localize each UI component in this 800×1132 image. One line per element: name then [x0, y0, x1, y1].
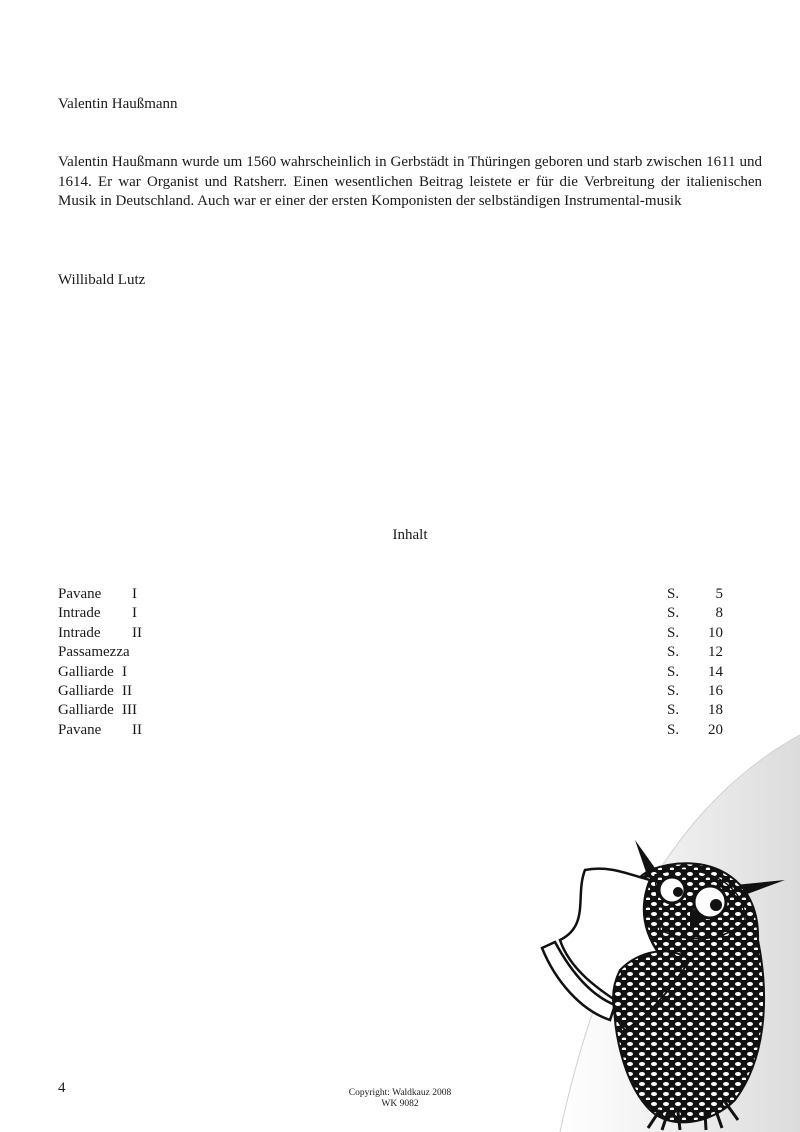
toc-entry-number: I [122, 663, 127, 680]
toc-entry-page-prefix: S. [667, 624, 680, 641]
toc-entry-number: I [132, 586, 137, 602]
toc-entry-name: Pavane [58, 721, 102, 738]
copyright-notice [300, 1088, 500, 1110]
toc-entry-page-prefix: S. [667, 702, 680, 719]
toc-entry-number: II [132, 721, 142, 738]
toc-entry [58, 701, 723, 720]
toc-entry-number: III [122, 702, 137, 719]
toc-entry-number: II [122, 682, 132, 699]
toc-entry [58, 663, 723, 682]
toc-entry [58, 643, 723, 662]
toc-entry-page-prefix: S. [667, 682, 680, 699]
toc-entry [58, 585, 723, 604]
toc-entry-page: 20 [708, 721, 723, 738]
owl-reading-logo [530, 830, 800, 1132]
toc-entry-page: 5 [715, 586, 723, 602]
toc-entry-number: II [132, 624, 142, 641]
toc-entry-name: Passamezza [58, 644, 130, 661]
toc-entry [58, 682, 723, 701]
toc-entry-name: Galliarde [58, 663, 114, 680]
toc-entry-page-prefix: S. [667, 663, 680, 680]
catalog-number: WK 9082 [381, 1099, 419, 1109]
toc-entry-name: Galliarde [58, 702, 114, 719]
composer-biography: Valentin Haußmann wurde um 1560 wahrscheinlich in Gerbstädt in Thüringen geboren und starb zwischen 1611 und 1614. Er war Organist und Ratsherr. Einen wesentlichen Beitrag leistete er für die Verbreitung der italienischen Musik in Deutschland. Auch war er einer der ersten Komponisten der selbständigen Instrumental-musik [58, 154, 762, 209]
toc-entry-page: 10 [708, 624, 723, 641]
copyright-text: Copyright: Waldkauz 2008 [348, 1088, 452, 1098]
toc-title: Inhalt [392, 527, 428, 543]
toc-entry-page: 12 [708, 644, 723, 661]
toc-entry-name: Intrade [58, 624, 101, 641]
toc-entry-page: 16 [708, 682, 723, 699]
toc-entry-page-prefix: S. [667, 644, 680, 661]
toc-entry-page-prefix: S. [667, 586, 680, 602]
toc-entry-page-prefix: S. [667, 721, 680, 738]
toc-entry-page: 14 [708, 663, 723, 680]
toc-entry-name: Pavane [58, 586, 102, 602]
toc-entry [58, 624, 723, 643]
page-number: 4 [58, 1080, 66, 1096]
toc-entry-page: 8 [715, 605, 723, 622]
toc-entry-name: Galliarde [58, 682, 114, 699]
toc-entry-page: 18 [708, 702, 723, 719]
toc-entry [58, 721, 723, 740]
toc-entry [58, 604, 723, 623]
toc-entry-name: Intrade [58, 605, 101, 622]
toc-entry-page-prefix: S. [667, 605, 680, 622]
toc-entry-number: I [132, 605, 137, 622]
table-of-contents [58, 585, 723, 740]
composer-heading: Valentin Haußmann [58, 96, 178, 112]
author-name: Willibald Lutz [58, 272, 146, 288]
